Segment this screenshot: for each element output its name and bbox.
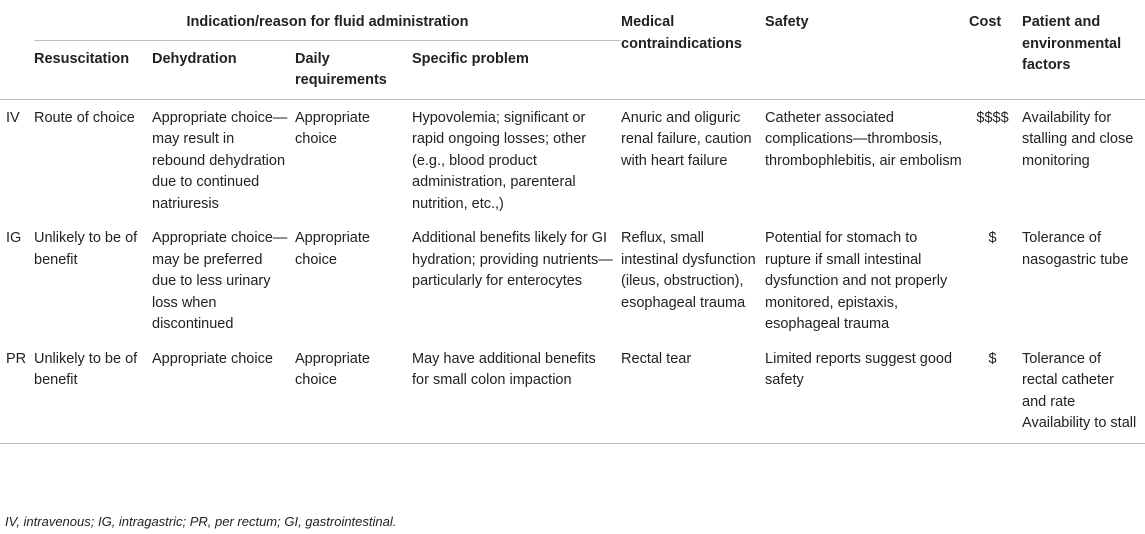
cell-dehydration: Appropriate choice—may result in rebound dehydration due to continued natriuresis [152, 109, 288, 212]
table-footnote: IV, intravenous; IG, intragastric; PR, per rectum; GI, gastrointestinal. [5, 514, 397, 529]
cell-route: PR [0, 341, 34, 444]
table-row [0, 99, 1145, 220]
cell-specific: Additional benefits likely for GI hydration; providing nutrients—particularly for enterocytes [412, 230, 613, 289]
header-resuscitation: Resuscitation [34, 40, 152, 99]
cell-contraindications: Rectal tear [621, 341, 765, 444]
cell-daily: Appropriate choice [295, 230, 370, 268]
cell-daily: Appropriate choice [295, 341, 412, 444]
header-daily-requirements: Daily requirements [295, 40, 412, 99]
header-route-blank-2 [0, 40, 34, 99]
header-indication-group: Indication/reason for fluid administration [186, 14, 469, 30]
header-safety: Safety [765, 0, 969, 99]
cell-contraindications: Reflux, small intestinal dysfunction (ileus, obstruction), esophageal trauma [621, 230, 756, 311]
header-route-blank [0, 0, 34, 40]
cell-cost: $ [988, 230, 997, 246]
cell-route: IG [6, 230, 22, 246]
header-dehydration: Dehydration [152, 40, 295, 99]
cell-contraindications: Anuric and oliguric renal failure, caution with heart failure [621, 109, 752, 169]
header-contraindications: Medical contraindications [621, 0, 765, 99]
cell-safety: Catheter associated complications—thrombosis, thrombophlebitis, air embolism [765, 109, 962, 169]
table-row [0, 341, 1145, 444]
cell-daily: Appropriate choice [295, 109, 370, 147]
cell-resuscitation: Unlikely to be of benefit [34, 230, 138, 268]
cell-route: IV [6, 109, 20, 126]
cell-safety: Limited reports suggest good safety [765, 341, 969, 444]
header-specific-problem: Specific problem [412, 40, 621, 99]
cell-dehydration: Appropriate choice—may be preferred due to less urinary loss when discontinued [152, 230, 288, 332]
cell-specific: Hypovolemia; significant or rapid ongoing losses; other (e.g., blood product administration, parenteral nutrition, etc.,) [412, 109, 587, 212]
cell-safety: Potential for stomach to rupture if small intestinal dysfunction and not properly monitored, epistaxis, esophageal trauma [765, 230, 948, 332]
cell-cost: $ [969, 341, 1022, 444]
cell-specific: May have additional benefits for small colon impaction [412, 341, 621, 444]
cell-resuscitation: Route of choice [34, 109, 135, 126]
header-patient-factors: Patient and environmental factors [1022, 0, 1145, 99]
cell-dehydration: Appropriate choice [152, 341, 295, 444]
cell-resuscitation: Unlikely to be of benefit [34, 341, 152, 444]
cell-cost: $$$$ [976, 109, 1009, 126]
header-cost: Cost [969, 0, 1022, 99]
cell-patient-factors: Tolerance of rectal catheter and rate Availability to stall [1022, 341, 1145, 444]
cell-patient-factors: Availability for stalling and close monitoring [1022, 109, 1134, 169]
table-row [0, 220, 1145, 341]
cell-patient-factors: Tolerance of nasogastric tube [1022, 230, 1129, 268]
